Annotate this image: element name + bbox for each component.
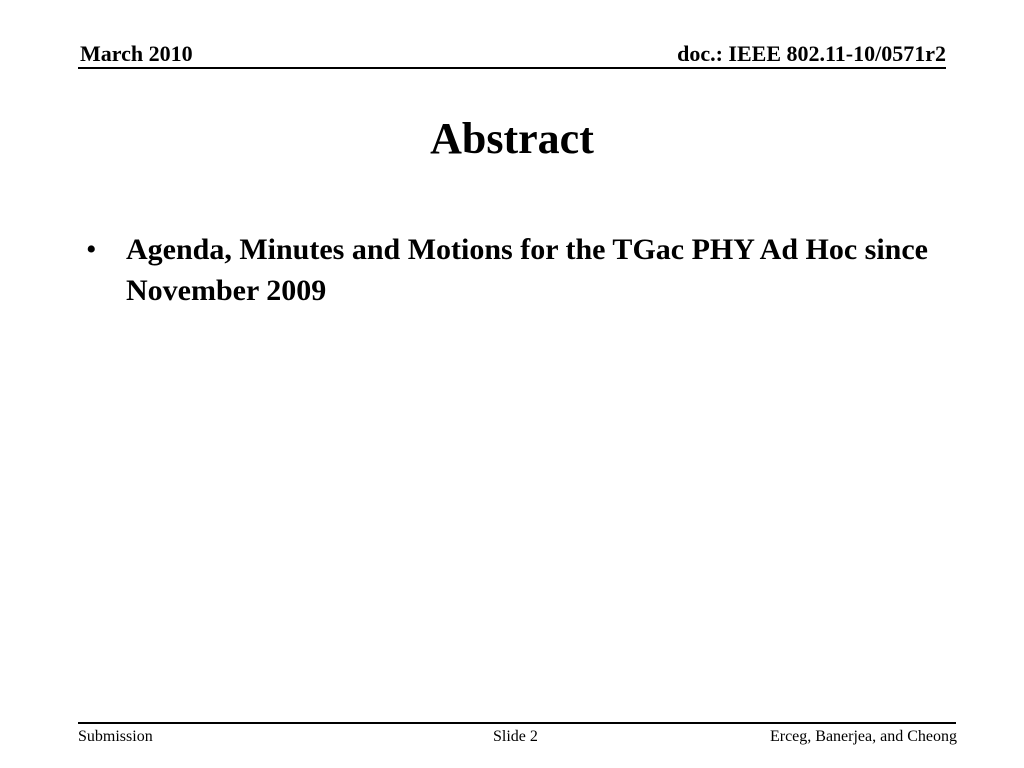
footer-slide-number: Slide 2 xyxy=(493,728,538,745)
footer-divider xyxy=(78,722,956,724)
bullet-list xyxy=(86,229,946,311)
header-doc-id: doc.: IEEE 802.11-10/0571r2 xyxy=(677,41,946,66)
bullet-text: Agenda, Minutes and Motions for the TGac PHY Ad Hoc since November 2009 xyxy=(126,233,928,307)
bullet-item xyxy=(86,229,946,311)
header-divider xyxy=(78,67,946,69)
footer-authors: Erceg, Banerjea, and Cheong xyxy=(769,728,957,745)
bullet-marker: • xyxy=(86,233,97,266)
slide-title: Abstract xyxy=(430,114,594,163)
footer-submission: Submission xyxy=(78,728,153,745)
header-date: March 2010 xyxy=(80,41,193,66)
